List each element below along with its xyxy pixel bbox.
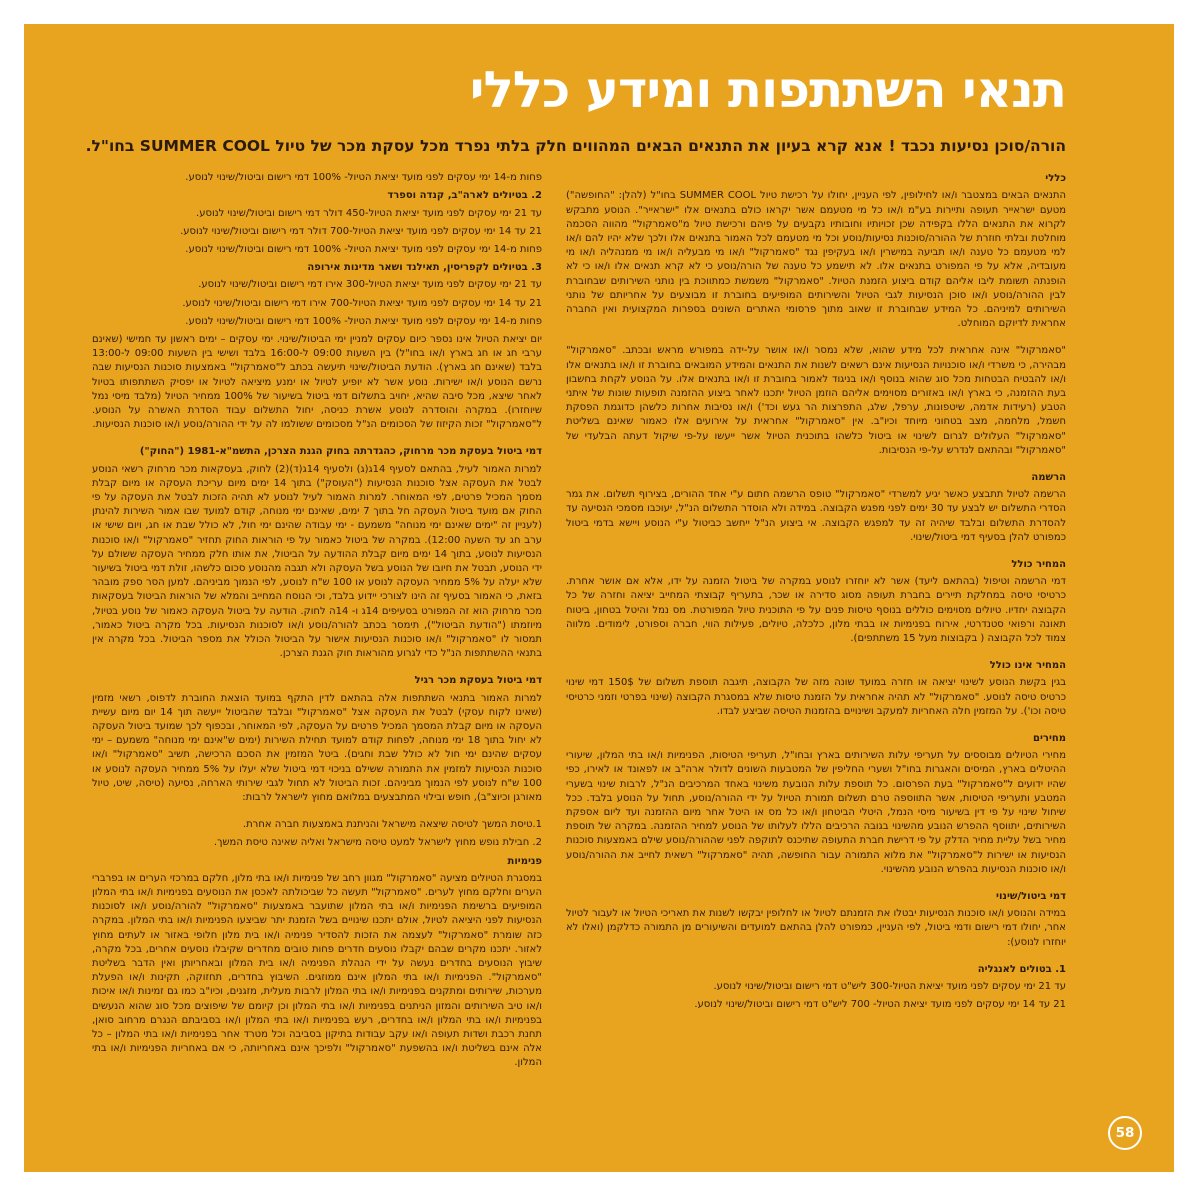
section-header: המחיר אינו כולל bbox=[989, 660, 1066, 672]
fee-line: עד 21 ימי עסקים לפני מועד יציאת הטיול-300 ליש"ט דמי רישום וביטול/שינוי לנוסע. bbox=[713, 981, 1066, 993]
page-number-badge bbox=[1108, 1116, 1142, 1150]
brochure-page bbox=[24, 24, 1174, 1172]
fee-line: 21 עד 14 ימי עסקים לפני מועד יציאת הטיול- 700 ליש"ט דמי רישום וביטול/שינוי לנוסע. bbox=[694, 999, 1066, 1011]
section-header: דמי ביטול/שינוי bbox=[996, 891, 1066, 903]
terms-columns bbox=[92, 171, 1067, 1084]
section-header: מחירים bbox=[1033, 733, 1066, 744]
paragraph: יום יציאת הטיול אינו נספר כיום עסקים למניין ימי הביטול/שינוי. ימי עסקים – ימים ראשון עד חמישי (שאינם ערבי חג או חג בארץ ו/או בחו"ל) בין השעות 09:00 ל-16:00 בלבד ושישי בין השעות 09:00 ל-13:00 בלבד (שאינם חג בארץ). הודעת הביטול/שינוי תיעשה בכתב ל"סאמרקול" באמצעות סוכנות הנסיעות שבה נרשם הנוסע ו/או ישירות. נוסע אשר לא יופיע לטיול או ימנע מיציאה לטיול או יפסיק השתתפותו בטיול לאחר שיצא, מכל סיבה שהיא, יחויב בתשלום דמי ביטול בשיעור של 100% ממחיר הטיול (מלבד מיסי נמל שיוחזרו). במקרה והוסדרה לנוסע אשרת כניסה, יחול התשלום עבוד הסדרת האשרה על הנוסע. ל"סאמרקול" זכות הקיזוז של הסכומים הנ"ל מסכומים ששולמו לה על ידי ההורה/נוסע ו/או סוכנות הנסיעות. bbox=[92, 333, 542, 431]
fee-line: 2. חבילת נופש מחוץ לישראל למעט טיסה מישראל ואליה שאינה טיסת המשך. bbox=[213, 837, 542, 849]
paragraph: במסגרת הטיולים מציעה "סאמרקול" מגוון רחב של פנימיות ו/או בתי מלון, חלקם במרכזי הערים או בפרברי הערים וחלקם מחוץ לערים. "סאמרקול" תעשה כל שביכולתה לאכסן את הנוסעים בפנימיות ו/או בתי המלון המופיעים ברשימת הפנימיות ו/או בתי המלון שתועבר באמצעות "סאמרקול" להורה/נוסע ו/או לסוכנות הנסיעות לפני היציאה לטיול, אולם יתכנו שינויים בשל הזמנת יתר שביצעו הפנימיות ו/או בתי המלון. במקרה כזה שומרת "סאמרקול" לעצמה את הזכות להסדיר פנימיה ו/או בית מלון חלופי באזור או לעתים מחוץ לאזור. יתכנו מקרים שבהם יקבלו נוסעים חדרים פחות טובים מחדרים שקיבלו נוסעים אחרים, בכל מקרה, שיבוץ הנוסעים בחדרים נעשה על ידי הנהלת הפנימיה ו/או בית המלון ובאחריותן ואין הדבר בשליטת "סאמרקול". הפנימיות ו/או בתי המלון אינם ממוזגים. השיבוץ בחדרים, תחזוקה, תקינות ו/או הפעלת מערכות, שירותים ומתקנים בפנימיות ו/או בתי המלון לרבות מעלית, מזגנים, וכיו"ב כמו גם זמינות ו/או איכות ו/או טיב השירותים והמזון הניתנים בפנימיות ו/או בתי המלון וכן קיומם של שיפוצים מכל סוג שהוא הנעשים בפנימיות ו/או בתי המלון ו/או בחדרים, רעש בפנימיות ו/או בתי המלון ו/או בסביבתם הנגרם מרחוב סואן, תחנת רכבת ושדות תעופה ו/או עקב עבודות בתיקון בסביבה וכל מטרד אחר בפנימיות ו/או בתי המלון – כל אלה אינם בשליטת ו/או בהשפעת "סאמרקול" ולפיכך אינם באחריותה, כי אם באחריות הפנימיות ו/או בתי המלון. bbox=[92, 872, 542, 1069]
paragraph: במידה והנוסע ו/או סוכנות הנסיעות יבטלו את הזמנתם לטיול או לחלופין יבקשו לשנות את תאריכי הטיול או לעבור לטיול אחר, יחולו דמי רישום ודמי ביטול, לפי העניין, כמפורט להלן בהתאם למועדים והשיעורים מן התמורה כדלקמן (ואלו לא יוחזרו לנוסע): bbox=[566, 908, 1066, 948]
terms-column-left bbox=[92, 171, 542, 1084]
page-title: תנאי השתתפות ומידע כללי bbox=[469, 61, 1066, 119]
section-header: הרשמה bbox=[1031, 471, 1066, 483]
page-number: 58 bbox=[1115, 1125, 1135, 1141]
terms-column-right bbox=[566, 171, 1066, 1084]
fee-line: 1.טיסת המשך לטיסה שיצאה מישראל והניתנת באמצעות חברה אחרת. bbox=[242, 819, 542, 831]
page-content bbox=[24, 24, 1174, 1084]
fee-line: פחות מ-14 ימי עסקים לפני מועד יציאת הטיול- 100% דמי רישום וביטול/שינוי לנוסע. bbox=[185, 243, 542, 255]
fee-line: פחות מ-14 ימי עסקים לפני מועד יציאת הטיול- 100% דמי רישום וביטול/שינוי לנוסע. bbox=[185, 172, 542, 184]
paragraph: בגין בקשת הנוסע לשינוי יציאה או חזרה במועד שונה מזה של הקבוצה, תיגבה תוספת תשלום של 150$ דמי שינוי כרטיס טיסה לנוסע. "סאמרקול" לא תהיה אחראית על הזמנת טיסות שלא במסגרת הקבוצה (שינוי בפרטי וזמני כרטיסי טיסה וכו'). על המזמין חלה האחריות למעקב ושינויים בהזמנות הטיסה שביצע לבדו. bbox=[566, 677, 1066, 717]
paragraph: התנאים הבאים במצטבר ו/או לחילופין, לפי העניין, יחולו על רכישת טיול SUMMER COOL בחו"ל (להלן: "החופשה") מטעם ישראייר תעופה ותיירות בע"מ ו/או כל מי מטעמם אשר יקראו כולם בתנאים אלו "ישראייר". הנוסע מתבקש לקרוא את התנאים הללו בקפידה שכן זכויותיו וחובותיו נקבעים על פיהם ורכישת טיול מ"סאמרקול" מהווה הסכמה מוחלטת ובלתי חוזרת של ההורה/סוכנות נסיעות/נוסע וכל מי מטעמם לכל האמור בתנאים אלו ולכך שלא יהיו להם ו/או למי מטעמם כל טענה ו/או תביעה במישרין ו/או בעקיפין נגד "סאמרקול" ו/או מי מבעליה ו/או מי ממנהליה ו/או מי מעובדיה, אלא על פי המפורט בתנאים אלו. לא תישמע כל טענה של הורה/נוסע כי לא קרא תנאים אלו ו/או כי לא הופנתה תשומת ליבו אליהם קודם ביצוע הזמנת הטיול. "סאמרקול" משמשת כמתווכת בין נותני השירותים שבחוברת לבין ההורה/נוסע ו/או סוכן הנסיעות לגבי הטיול והשירותים המופיעים בחוברת זו מבוצעים על אחריותם של נותני השירותים למיניהם. כל המידע שבחוברת זו שאוב מתוך פרסומי האתרים השונים בספרות המקצועית ואין החברה אחראית לדיוקם המוחלט. bbox=[566, 190, 1066, 330]
paragraph: מחירי הטיולים מבוססים על תעריפי עלות השירותים בארץ ובחו"ל, תעריפי הטיסות, הפנימיות ו/או בתי המלון, שיעורי ההיטלים בארץ, המיסים והאגרות בחו"ל ושערי החליפין של המטבעות השונים לדולר ארה"ב או לפאונד או לאירו, כפי שהיו ידועים ל"סאמרקול" בעת הפרסום. כל תוספת עלות הנובעת משינוי באחד המרכיבים הנ"ל, לרבות שינוי בשערי המטבע ותעריפי הטיסות, אשר התווספה טרם תשלום תמורת הטיול על ידי ההורה/נוסע, תחול על הנוסע בלבד. ככל שיחול שינוי על פי דין בשיעור מיסי הנמל, היטלי הביטחון ו/או כל מס או היטל אחר מיום ההזמנה ועד ליום אספקת השירותים, יתווסף ההפרש הנובע מהשינוי בגובה הרכיבים הללו לעלותו של הנוסע למחיר ההזמנה. במקרה של תוספת מחיר בשל עליית מחיר הדלק על פי דרישת חברת התעופה שתיכנס לתוקפה לפני שההורה/נוסע שילם באמצעות סוכנות הנסיעות או ישירות ל"סאמרקול" את מלוא התמורה עבור החופשה, תהיה "סאמרקול" רשאית לחייב את ההורה/נוסע ו/או סוכנות הנסיעות בהפרש הנובע מהשינוי. bbox=[566, 750, 1066, 875]
fee-line: 21 עד 14 ימי עסקים לפני מועד יציאת הטיול-700 אירו דמי רישום וביטול/שינוי לנוסע. bbox=[182, 297, 542, 309]
fee-line: עד 21 ימי עסקים לפני מועד יציאת הטיול-300 אירו דמי רישום וביטול/שינוי לנוסע. bbox=[198, 279, 542, 291]
section-header: 1. בטולים לאנגליה bbox=[977, 963, 1066, 975]
section-header: פנימיות bbox=[507, 855, 542, 867]
fee-line: עד 21 ימי עסקים לפני מועד יציאת הטיול-450 דולר דמי רישום וביטול/שינוי לנוסע. bbox=[196, 207, 542, 219]
section-header: דמי ביטול בעסקת מכר מרחוק, כהגדרתה בחוק הגנת הצרכן, התשמ"א-1981 ("החוק") bbox=[139, 446, 542, 458]
section-header: 3. בטיולים לקפריסין, תאילנד ושאר מדינות אירופה bbox=[307, 262, 542, 274]
fee-line: 21 עד 14 ימי עסקים לפני מועד יציאת הטיול-700 דולר דמי רישום וביטול/שינוי לנוסע. bbox=[180, 225, 542, 237]
section-header: דמי ביטול בעסקת מכר רגיל bbox=[414, 675, 542, 687]
paragraph: הרשמה לטיול תתבצע כאשר יגיע למשרדי "סאמרקול" טופס הרשמה חתום ע"י אחד ההורים, בצירוף תשלום. את גמר הסדרי התשלום יש לבצע עד 30 ימים לפני מפגש הקבוצה. במידה ולא הוסדר התשלום הנ"ל, יעוכבו מסמכי הנסיעה עד להסדרת התשלום ובלבד שיהיה זה עד למפגש הקבוצה. אי ביצוע הנ"ל ייחשב כביטול ע"י הנוסע ויישא בדמי ביטול כמפורט להלן בסעיף דמי ביטול/שינוי. bbox=[566, 489, 1067, 543]
paragraph: דמי הרשמה וטיפול (בהתאם ליעד) אשר לא יוחזרו לנוסע במקרה של ביטול הזמנה על ידו, אלא אם אושר אחרת. כרטיסי טיסה במחלקת תיירים בחברת תעופה מסוג סדירה או שכר, בתעריף קבוצתי המחייב יציאה וחזרה של כל הקבוצה יחדיו. טיולים מסוימים כוללים בנוסף טיסות פנים על פי התוכנית טיול המפורטת. מס נמל והיטל בטחון, ביטוח תאונה ורפואי סטנדרטי, אירוח בפנימיות או בבתי מלון, כלכלה, טיולים, פעילות הווי, חברה וספורט, לימודים. מלווה צמוד לכל הקבוצה ( בקבוצות מעל 15 משתתפים). bbox=[566, 576, 1066, 644]
section-header: 2. בטיולים לארה"ב, קנדה וספרד bbox=[387, 190, 542, 202]
intro-notice: הורה/סוכן נסיעות נכבד ! אנא קרא בעיון את התנאים הבאים המהווים חלק בלתי נפרד מכל עסקת מכר של טיול SUMMER COOL בחו"ל. bbox=[85, 136, 1066, 155]
section-header: המחיר כולל bbox=[1011, 558, 1066, 570]
section-header: כללי bbox=[1045, 173, 1066, 185]
paragraph: למרות האמור בתנאי השתתפות אלה בהתאם לדין התקף במועד הוצאת החוברת לדפוס, רשאי מזמין (שאינו לקוח עסקי) לבטל את העסקה אצל "סאמרקול" ובלבד שהביטול ייעשה תוך 14 יום מיום עשיית העסקה או מיום קבלת המסמך המכיל פרטים על העסקה, לפי המאוחר, ובכפוף לכך שמועד ביטול העסקה לא יחול בתוך 18 ימי מנוחה, לפחות קודם למועד תחילת השירות (ימים ש"אינם ימי מנוחה" משמעם – ימי עסקים שהינם ימי חול לא כולל שבת וחגים). ביטל המזמין את הסכם הרכישה, תשיב "סאמרקול" ו/או סוכנות הנסיעות למזמין את התמורה ששילם בניכוי דמי ביטול שלא יעלו על 5% ממחיר העסקה לנוסע או 100 ש"ח לנוסע לפי הנמוך מביניהם. זכות הביטול לא תחול לגבי שירותי הארחה, נסיעה (טיסה, שיט, טיול מאורגן וכיוצ"ב), חופש ובילוי המתבצעים במלואם מחוץ לישראל לרבות: bbox=[92, 692, 543, 804]
paragraph: למרות האמור לעיל, בהתאם לסעיף 14ג(ג) ולסעיף 14ג(ד)(2) לחוק, בעסקאות מכר מרחוק רשאי הנוסע לבטל את העסקה אצל סוכנות הנסיעות ("העוסק") בתוך 14 ימים מיום עריכת העסקה או מיום קבלת מסמך המכיל פרטים, לפי המאוחר. למרות האמור לעיל לנוסע לא תהיה הזכות לבטל את העסקה על פי החוק אם מועד ביטול העסקה חל בתוך 7 ימים, שאינם ימי מנוחה, קודם למועד שבו אמור השירות להינתן (לעניין זה "ימים שאינם ימי מנוחה" משמעם - ימי עבודה שהינם ימי חול, לא כולל שבת או חג, ויום שישי או ערב חג עד השעה 12:00). במקרה של ביטול כאמור על פי הוראות החוק תחזיר "סאמרקול" ו/או סוכנות הנסיעות לנוסע, בתוך 14 ימים מיום קבלת ההודעה על הביטול, את אותו חלק ממחיר העסקה ששולם על ידי הנוסע, תבטל את חיובו של הנוסע בשל העסקה ולא תגבה מהנוסע סכום כלשהו, זולת דמי ביטול בשיעור שלא יעלה על 5% ממחיר העסקה לנוסע או 100 ש"ח לנוסע, לפי הנמוך מביניהם. למען הסר ספק מובהר בזאת, כי האמור בסעיף זה הינו לצורכי יידוע בלבד, וכי הנוסח המחייב והמלא של הוראות הביטול בעסקאות מכר מרחוק הוא זה המפורט בסעיפים 14ג ו- 14ה לחוק. הודעה על ביטול העסקה כאמור של נוסע בטיול, מיוזמתו ("הודעת הביטול"), תימסר בכתב להורה/נוסע ו/או לסוכנות הנסיעות. בכל מקרה ביטול כאמור, תמסור לו "סאמרקול" ו/או סוכנות הנסיעות אישור על הביטול הכולל את מספר הביטול. בכל מקרה אין בתנאי ההשתתפות הנ"ל כדי לגרוע מהוראות חוק הגנת הצרכן. bbox=[92, 463, 542, 660]
paragraph: "סאמרקול" אינה אחראית לכל מידע שהוא, שלא נמסר ו/או אושר על-ידה במפורש מראש ובכתב. "סאמרקול" מבהירה, כי משרדי ו/או סוכנויות הנסיעות אינם רשאים לשנות את התנאים והמידע המובאים בחוברת זו ו/או בתנאים אלו ו/או להבטיח הבטחות מכל סוג שהוא בנוסף ו/או בניגוד לאמור בחוברת זו ו/או בתנאים אלו. על הנוסע לקחת בחשבון בעת ההזמנה, כי בארץ ו/או באזורים מסוימים אליהם הוזמן הטיול יתכנו לאחר ביצוע ההזמנה תופעות שונות של איתני הטבע (רעידות אדמה, שיטפונות, ערפל, שלג, התפרצות הר געש וכד') ו/או נסיבות אחרות כלשהן כדוגמת הפסקת חשמל, מלחמה, מצב בטחוני מיוחד וכיו"ב. אין "סאמרקול" אחראית על אירועים אלו כאמור שאינם בשליטת "סאמרקול" העלולים לגרום לשינוי או ביטול כלשהו בתוכנית הטיול אשר ייעשו על-פי שיקול דעתה הבלעדי של "סאמרקול" ובהתאם לנדרש על-פי הנסיבות. bbox=[566, 345, 1066, 456]
fee-line: פחות מ-14 ימי עסקים לפני מועד יציאת הטיול- 100% דמי רישום וביטול/שינוי לנוסע. bbox=[185, 315, 542, 327]
